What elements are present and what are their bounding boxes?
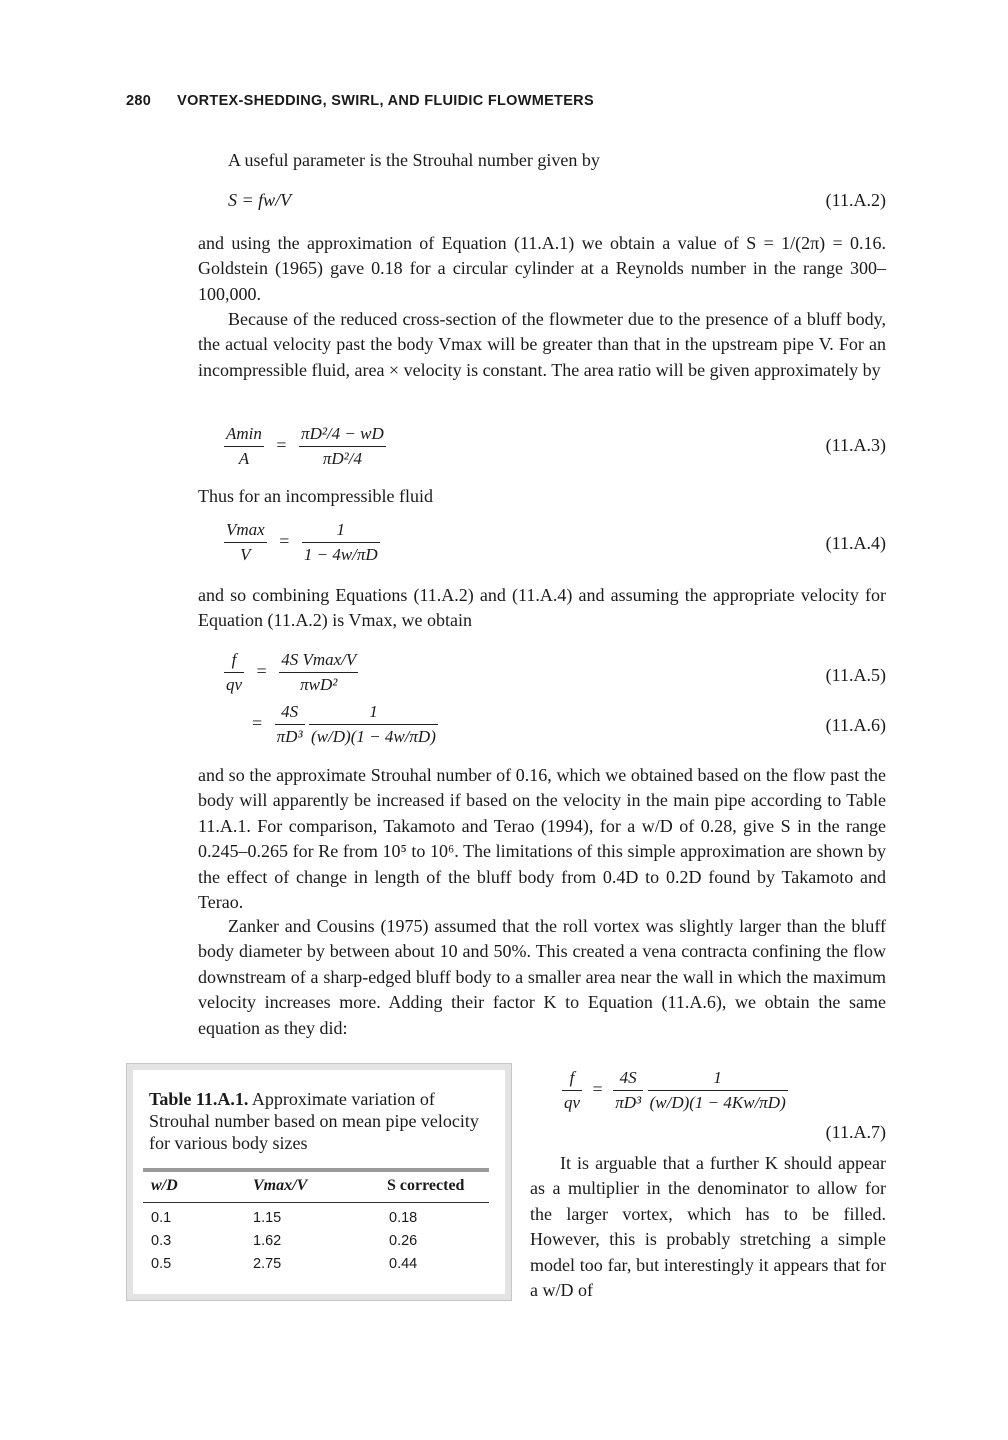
table-box (126, 1063, 512, 1301)
table-cell: 1.62 (253, 1233, 282, 1249)
table-cell: 0.3 (151, 1233, 172, 1249)
equation-number: (11.A.7) (825, 1122, 886, 1142)
page-number: 280 (126, 93, 152, 109)
table-caption-text: Approximate variation of Strouhal number based on mean pipe velocity for various body sizes (149, 1089, 479, 1153)
equation-with-k-factor: $\frac{f}{qv}$ = $\frac{4S}{\text{πD³}}$ $\frac{1}{(w/D)(1 - 4Kw/\pi D)}$ (564, 1068, 786, 1112)
fraction: $\frac{Amin}{A}$ (226, 424, 262, 468)
table-caption (149, 1088, 479, 1154)
equation-number: (11.A.5) (825, 665, 886, 685)
table-cell: 0.5 (151, 1256, 172, 1272)
table-cell: 0.26 (389, 1233, 418, 1249)
table-cell: 0.44 (389, 1256, 418, 1272)
equation-number: (11.A.2) (825, 190, 886, 210)
paragraph-approximation: and using the approximation of Equation (11.A.1) we obtain a value of S = 1/(2π) = 0.16. Goldstein (1965) gave 0.18 for a circular cylinder at a Reynolds number in the range 300–100,000. (198, 233, 886, 304)
table-cell: 0.18 (389, 1210, 418, 1226)
fraction: $\frac{\text{4S Vmax/V}}{\text{πwD²}}$ (281, 650, 357, 694)
fraction: $\frac{\text{πD²/4 − wD}}{\text{πD²/4}}$ (301, 424, 384, 468)
fraction: $\frac{f}{qv}$ (564, 1068, 581, 1112)
paragraph-bluff-body: Because of the reduced cross-section of the flowmeter due to the presence of a bluff body, the actual velocity past the body Vmax will be greater than that in the upstream pipe V. For an incompressible fluid, area × velocity is constant. The area ratio will be given approximately by (198, 309, 886, 380)
table-caption-label: Table 11.A.1. (149, 1089, 249, 1109)
paragraph-incompressible: Thus for an incompressible fluid (198, 486, 433, 506)
table-header-cell: Vmax/V (253, 1177, 308, 1194)
running-header (126, 93, 594, 109)
equation-strouhal: S = fw/V (228, 190, 292, 210)
equation-frequency-flow: $\frac{f}{qv}$ = $\frac{\text{4S Vmax/V}}{\text{πwD²}}$ (226, 650, 357, 694)
table-cell: 1.15 (253, 1210, 282, 1226)
table-cell: 0.1 (151, 1210, 172, 1226)
equation-number: (11.A.6) (825, 715, 886, 735)
table-panel (133, 1070, 505, 1294)
equation-frequency-expanded: = $\frac{4S}{\text{πD³}}$ $\frac{1}{(w/D)(1 - 4w/\pi D)}$ (252, 702, 436, 746)
table-cell: 2.75 (253, 1256, 282, 1272)
equation-number: (11.A.3) (825, 435, 886, 455)
table-header-row (143, 1168, 489, 1203)
running-title: VORTEX-SHEDDING, SWIRL, AND FLUIDIC FLOWMETERS (177, 93, 594, 109)
equation-area-ratio: $\frac{Amin}{A}$ = $\frac{\text{πD²/4 − wD}}{\text{πD²/4}}$ (226, 424, 384, 468)
fraction: $\frac{1}{(w/D)(1 - 4w/\pi D)}$ (311, 702, 436, 746)
fraction: $\frac{1}{1 - 4w/\pi D}$ (303, 520, 378, 564)
fraction: $\frac{4S}{\text{πD³}}$ (276, 702, 303, 746)
paragraph-combining: and so combining Equations (11.A.2) and (11.A.4) and assuming the appropriate velocity for Equation (11.A.2) is Vmax, we obtain (198, 585, 886, 631)
paragraph-zanker-cousins: Zanker and Cousins (1975) assumed that the roll vortex was slightly larger than the bluff body diameter by between about 10 and 50%. This created a vena contracta confining the flow downstream of a sharp-edged bluff body to a smaller area near the wall in which the maximum velocity increases more. Adding their factor K to Equation (11.A.6), we obtain the same equation as they did: (198, 916, 886, 1038)
table-header-cell: w/D (151, 1177, 178, 1194)
paragraph-strouhal-intro: A useful parameter is the Strouhal number given by (228, 150, 600, 170)
equation-velocity-ratio: $\frac{Vmax}{V}$ = $\frac{1}{1 - 4w/\pi D}$ (226, 520, 378, 564)
fraction: $\frac{4S}{\text{πD³}}$ (615, 1068, 642, 1112)
table-header-cell: S corrected (387, 1177, 465, 1194)
fraction: $\frac{Vmax}{V}$ (226, 520, 265, 564)
fraction: $\frac{1}{(w/D)(1 - 4Kw/\pi D)}$ (649, 1068, 786, 1112)
fraction: $\frac{f}{qv}$ (226, 650, 243, 694)
equation-number: (11.A.4) (825, 533, 886, 553)
paragraph-multiplier: It is arguable that a further K should appear as a multiplier in the denominator to allow for the larger vortex, which has to be filled. However, this is probably stretching a simple model too far, but interestingly it appears that for a w/D of (530, 1153, 886, 1301)
paragraph-comparison: and so the approximate Strouhal number of 0.16, which we obtained based on the flow past the body will apparently be increased if based on the velocity in the main pipe according to Table 11.A.1. For comparison, Takamoto and Terao (1994), for a w/D of 0.28, give S in the range 0.245–0.265 for Re from 10⁵ to 10⁶. The limitations of this simple approximation are shown by the effect of change in length of the bluff body from 0.4D to 0.2D found by Takamoto and Terao. (198, 765, 886, 913)
